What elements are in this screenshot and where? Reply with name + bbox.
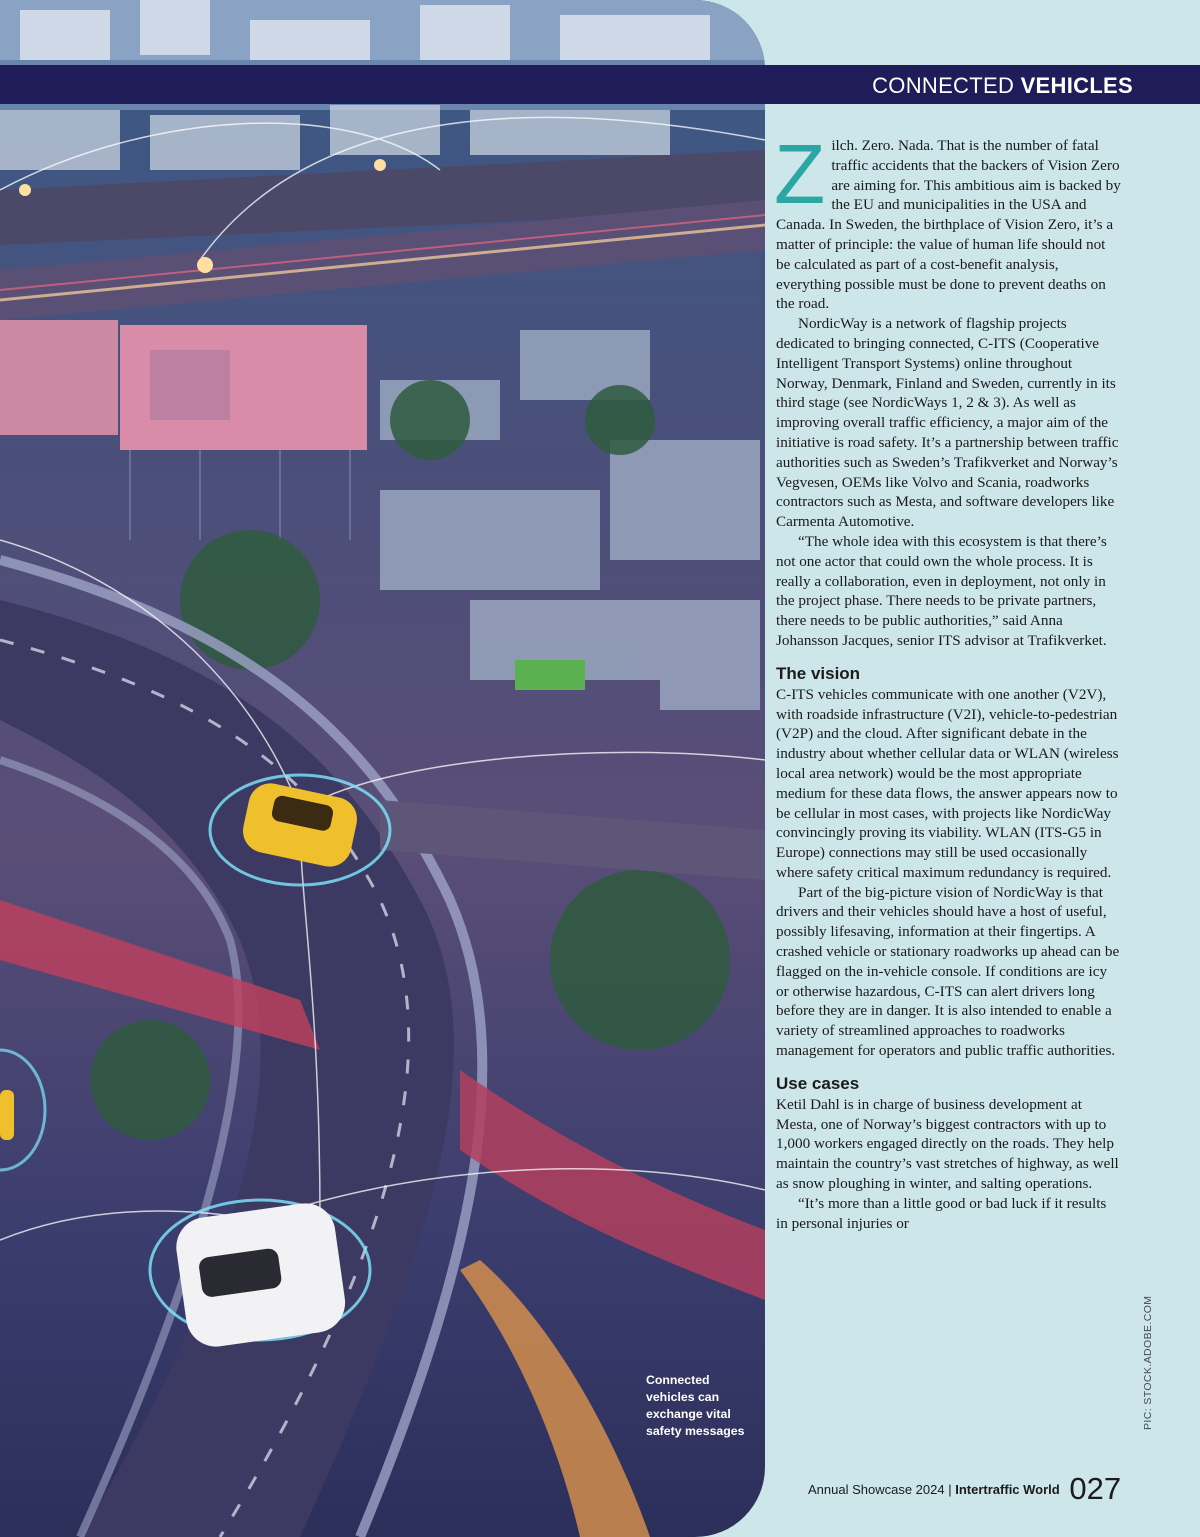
footer-separator: | [948, 1482, 952, 1497]
drop-cap: Z [774, 127, 826, 221]
subheading-vision: The vision [776, 663, 861, 683]
magazine-name: Intertraffic World [955, 1482, 1060, 1497]
publication-name: Annual Showcase 2024 [808, 1482, 945, 1497]
page-number: 027 [1069, 1471, 1122, 1506]
photo-credit: PIC: STOCK.ADOBE.COM [1142, 1295, 1154, 1430]
paragraph-quote: “The whole idea with this ecosystem is that there’s not one actor that could own the whole process. It is really a collaboration, even in deployment, not only in the project phase. There needs to be private partners, there needs to be public authorities,” said Anna Johansson Jacques, senior ITS advisor at Trafikverket. [776, 532, 1107, 649]
subheading-use-cases: Use cases [776, 1073, 860, 1093]
page-footer [808, 1466, 1122, 1506]
article-intro [774, 127, 1121, 314]
paragraph-vision: C-ITS vehicles communicate with one another (V2V), with roadside infrastructure (V2I), vehicle-to-pedestrian (V2P) and the cloud. After significant debate in the industry about whether cellular data or WLAN (wireless local area network) would be the most appropriate medium for these data flows, the answer appears now to be cellular in most cases, with projects like NordicWay convincingly proving its viability. WLAN (ITS-G5 in Europe) connections may still be used occasionally where safety critical maximum redundancy is required. [776, 685, 1119, 881]
paragraph-quote-end: “It’s more than a little good or bad luck if it results in personal injuries or [776, 1194, 1107, 1232]
photo-caption: Connected vehicles can exchange vital safety messages [646, 1373, 745, 1438]
section-title-bold: VEHICLES [1020, 73, 1133, 98]
paragraph-big-picture: Part of the big-picture vision of NordicWay is that drivers and their vehicles should have a host of useful, possibly lifesaving, information at their fingertips. A crashed vehicle or stationary roadworks up ahead can be flagged on the in-vehicle console. If conditions are icy or otherwise hazardous, C-ITS can alert drivers long before they are in danger. It is also intended to enable a variety of streamlined approaches to roadworks management for operators and public traffic authorities. [776, 883, 1120, 1060]
small-car [0, 1050, 45, 1170]
intro-text: ilch. Zero. Nada. That is the number of fatal traffic accidents that the backers of Vision Zero are aiming for. This ambitious aim is backed by the EU and municipalities in the USA and Canada. In Sweden, the birthplace of Vision Zero, it’s a matter of principle: the value of human life should not be calculated as part of a cost-benefit analysis, everything possible must be done to prevent deaths on the road. [776, 137, 1121, 313]
paragraph-nordicway: NordicWay is a network of flagship projects dedicated to bringing connected, C-ITS (Cooperative Intelligent Transport Systems) online throughout Norway, Denmark, Finland and Sweden, currently in its third stage (see NordicWays 1, 2 & 3). As well as improving overall traffic efficiency, a major aim of the initiative is road safety. It’s a partnership between traffic authorities such as Sweden’s Trafikverket and Norway’s Vegvesen, OEMs like Volvo and Scania, roadworks contractors such as Mesta, and software developers like Carmenta Automotive. [776, 315, 1119, 531]
section-title [872, 73, 1133, 99]
article-body [774, 127, 1121, 1233]
section-title-light: CONNECTED [872, 73, 1015, 98]
paragraph-ketil: Ketil Dahl is in charge of business development at Mesta, one of Norway’s biggest contractors with up to 1,000 workers engaged directly on the roads. They help maintain the country’s vast stretches of highway, as well as snow ploughing in winter, and salting operations. [776, 1095, 1119, 1193]
